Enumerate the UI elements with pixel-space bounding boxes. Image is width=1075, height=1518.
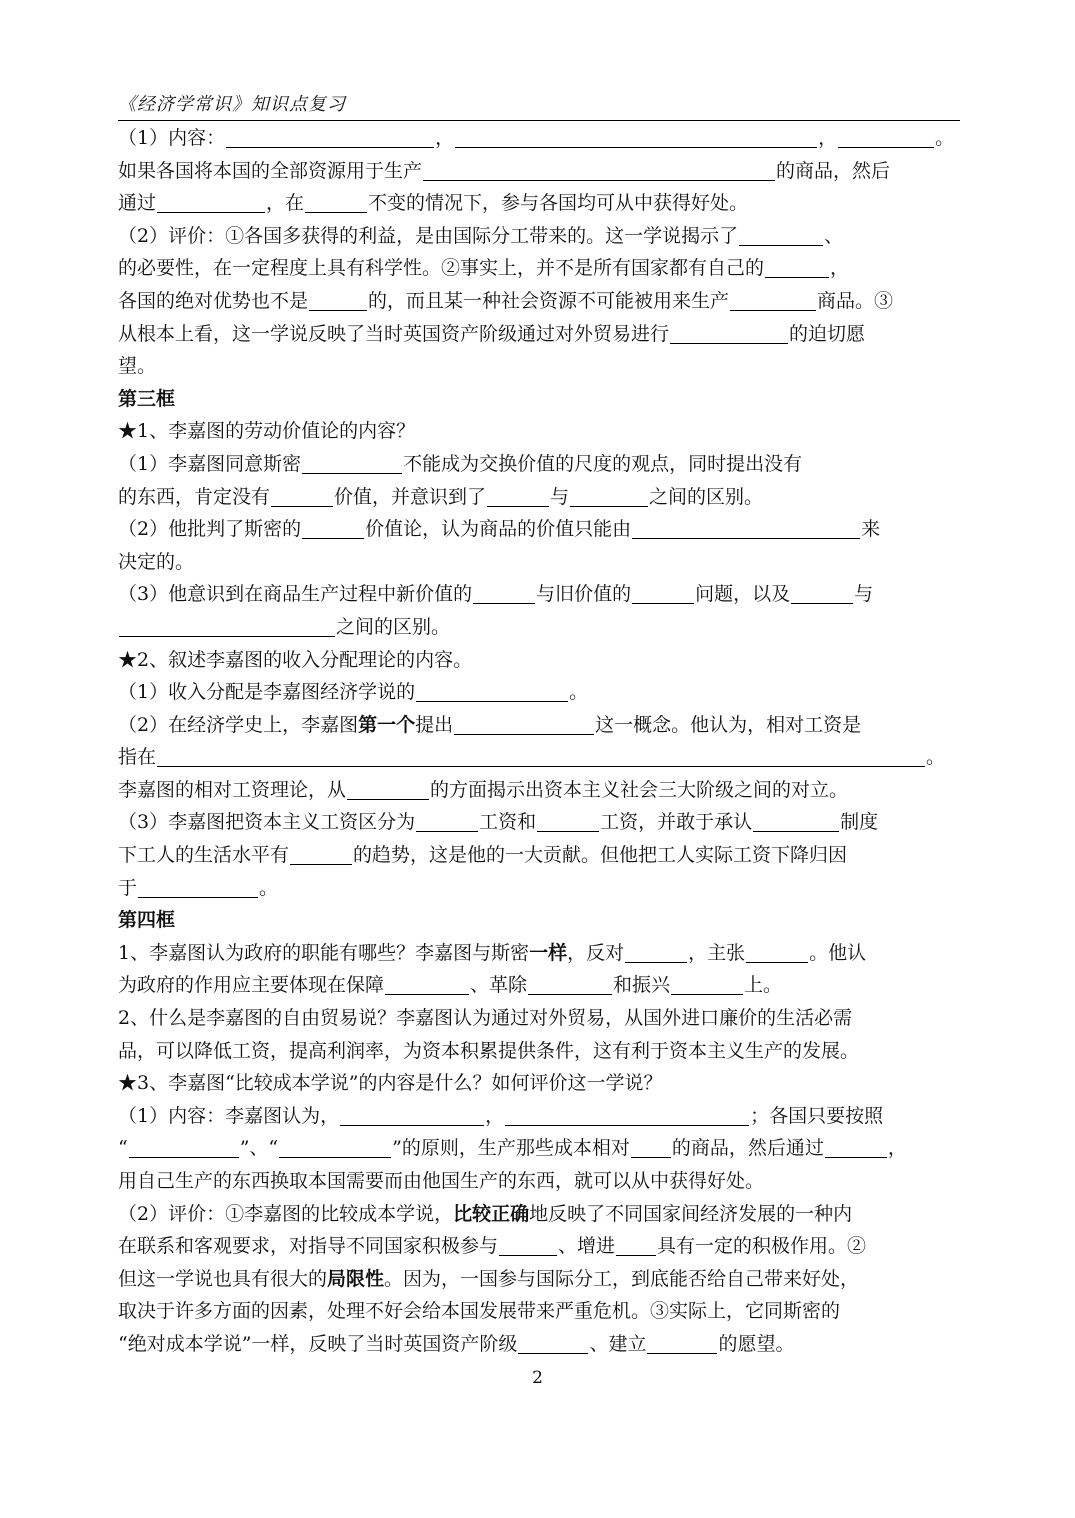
fill-in-blank [129, 1135, 239, 1158]
fill-in-blank [416, 679, 568, 702]
text-segment: 之间的区别。 [336, 615, 451, 638]
text-segment: ★1、李嘉图的劳动价值论的内容？ [118, 420, 416, 443]
text-segment: 取决于许多方面的因素，处理不好会给本国发展带来严重危机。③实际上，它同斯密的 [118, 1300, 841, 1323]
text-segment: 来 [861, 518, 881, 541]
text-line [118, 1165, 968, 1198]
text-segment: 的东西，肯定没有 [118, 485, 271, 508]
text-segment: 第三框 [118, 387, 176, 410]
document-body [118, 122, 968, 1361]
text-segment: ；各国只要按照 [750, 1104, 884, 1127]
fill-in-blank [632, 516, 860, 539]
fill-in-blank [138, 875, 258, 898]
text-segment: 。 [926, 746, 946, 769]
fill-in-blank [746, 940, 808, 963]
fill-in-blank [157, 190, 265, 213]
text-line [118, 513, 968, 546]
text-segment: 工资和 [479, 811, 537, 834]
fill-in-blank [499, 1233, 557, 1256]
text-line [118, 415, 968, 448]
fill-in-blank [347, 777, 429, 800]
text-segment: 。 [259, 876, 279, 899]
text-segment: 通过 [118, 192, 157, 215]
text-segment: （1）李嘉图同意斯密 [118, 452, 302, 475]
text-line [118, 220, 968, 253]
text-segment: 品，可以降低工资，提高利润率，为资本积累提供条件，这有利于资本主义生产的发展。 [118, 1039, 860, 1062]
text-segment: “ [118, 1137, 128, 1160]
fill-in-blank [528, 972, 612, 995]
text-line [118, 318, 968, 351]
text-segment: ， [818, 127, 838, 149]
text-segment: 从根本上看，这一学说反映了当时英国资产阶级通过对外贸易进行 [118, 322, 670, 345]
fill-in-blank [226, 125, 434, 148]
section-heading [118, 383, 968, 416]
text-segment: （2）评价：①李嘉图的比较成本学说， [118, 1202, 454, 1225]
text-segment: 提出 [415, 713, 454, 736]
text-segment: 下工人的生活水平有 [118, 844, 290, 867]
text-line [118, 937, 968, 970]
text-segment: （1）内容：李嘉图认为， [118, 1104, 340, 1127]
text-segment: ”的原则，生产那些成本相对 [392, 1137, 630, 1160]
text-line [118, 1295, 968, 1328]
text-segment: 、 [824, 224, 844, 247]
text-line [118, 546, 968, 579]
text-line [118, 644, 968, 677]
text-segment: 地反映了不同国家间经济发展的一种内 [529, 1202, 853, 1225]
text-segment: （1）内容： [118, 127, 226, 149]
text-segment: 的，而且某一种社会资源不可能被用来生产 [368, 289, 730, 312]
text-line [118, 1230, 968, 1263]
text-segment: 第四框 [118, 909, 176, 932]
text-line [118, 741, 968, 774]
text-segment: 的商品，然后 [776, 159, 891, 182]
page-header-title: 《经济学常识》知识点复习 [118, 94, 346, 115]
emphasis-text: 一样 [529, 941, 568, 964]
text-segment: 为政府的作用应主要体现在保障 [118, 974, 385, 997]
text-segment: 的必要性，在一定程度上具有科学性。②事实上，并不是所有国家都有自己的 [118, 257, 765, 280]
fill-in-blank [791, 581, 853, 604]
text-segment: 不变的情况下，参与各国均可从中获得好处。 [368, 192, 749, 215]
fill-in-blank [625, 940, 687, 963]
text-segment: 与 [550, 485, 570, 508]
text-line [118, 611, 968, 644]
text-segment: 不能成为交换价值的尺度的观点，同时提出没有 [403, 452, 803, 475]
fill-in-blank [825, 1135, 887, 1158]
text-segment: （2）评价：①各国多获得的利益，是由国际分工带来的。这一学说揭示了 [118, 224, 739, 247]
text-segment: 指在 [118, 746, 157, 769]
text-segment: 问题，以及 [695, 583, 791, 606]
text-line [118, 1002, 968, 1035]
text-segment: ，在 [266, 192, 305, 215]
text-segment: （2）在经济学史上，李嘉图 [118, 713, 359, 736]
header-divider [118, 120, 960, 121]
fill-in-blank [157, 744, 925, 767]
text-segment: 。 [935, 127, 955, 149]
text-segment: 的愿望。 [718, 1332, 795, 1355]
text-segment: （3）李嘉图把资本主义工资区分为 [118, 811, 416, 834]
fill-in-blank [302, 516, 364, 539]
fill-in-blank [423, 158, 775, 181]
fill-in-blank [570, 484, 648, 507]
text-line [118, 481, 968, 514]
fill-in-blank [305, 190, 367, 213]
text-line [118, 1035, 968, 1068]
text-segment: ， [435, 127, 455, 149]
text-line [118, 285, 968, 318]
text-line [118, 122, 968, 155]
fill-in-blank [309, 288, 367, 311]
text-line [118, 872, 968, 905]
page-number: 2 [532, 1368, 543, 1388]
text-segment: 的方面揭示出资本主义社会三大阶级之间的对立。 [430, 778, 849, 801]
fill-in-blank [385, 972, 469, 995]
fill-in-blank [455, 125, 817, 148]
fill-in-blank [765, 255, 829, 278]
emphasis-text: 比较正确 [453, 1202, 530, 1225]
text-segment: 如果各国将本国的全部资源用于生产 [118, 159, 423, 182]
text-line [118, 187, 968, 220]
text-segment: ， [830, 257, 850, 280]
fill-in-blank [631, 1135, 671, 1158]
text-segment: （1）收入分配是李嘉图经济学说的 [118, 681, 416, 704]
text-line [118, 448, 968, 481]
text-segment: ， [887, 1137, 907, 1160]
fill-in-blank [537, 809, 599, 832]
text-line [118, 676, 968, 709]
fill-in-blank [302, 451, 402, 474]
text-line [118, 709, 968, 742]
fill-in-blank [279, 1135, 391, 1158]
text-segment: ，主张 [688, 941, 746, 964]
emphasis-text: 第一个 [358, 713, 416, 736]
text-line [118, 969, 968, 1002]
fill-in-blank [119, 614, 335, 637]
text-line [118, 774, 968, 807]
fill-in-blank [730, 288, 816, 311]
text-segment: 制度 [840, 811, 879, 834]
text-segment: 于 [118, 876, 138, 899]
text-segment: 的商品，然后通过 [671, 1137, 824, 1160]
section-heading [118, 904, 968, 937]
text-line [118, 806, 968, 839]
text-segment: 工资，并敢于承认 [600, 811, 753, 834]
text-segment: “绝对成本学说”一样，反映了当时英国资产阶级 [118, 1332, 518, 1355]
text-segment: 李嘉图的相对工资理论，从 [118, 778, 347, 801]
text-segment: 价值，并意识到了 [334, 485, 487, 508]
text-segment: 、建立 [589, 1332, 647, 1355]
fill-in-blank [647, 1331, 717, 1354]
text-line [118, 252, 968, 285]
text-segment: ★2、叙述李嘉图的收入分配理论的内容。 [118, 648, 473, 671]
text-segment: ”、“ [239, 1137, 279, 1160]
text-line [118, 1328, 968, 1361]
fill-in-blank [753, 809, 839, 832]
text-segment: 。因为，一国参与国际分工，到底能否给自己带来好处， [384, 1267, 860, 1290]
text-segment: 价值论，认为商品的价值只能由 [365, 518, 632, 541]
text-segment: 上。 [744, 974, 783, 997]
text-segment: 。他认 [809, 941, 867, 964]
text-segment: 之间的区别。 [649, 485, 764, 508]
text-segment: 在联系和客观要求，对指导不同国家积极参与 [118, 1235, 499, 1258]
text-segment: 和振兴 [613, 974, 671, 997]
fill-in-blank [290, 842, 352, 865]
text-segment: 但这一学说也具有很大的 [118, 1267, 328, 1290]
fill-in-blank [416, 809, 478, 832]
text-line [118, 578, 968, 611]
fill-in-blank [473, 581, 535, 604]
text-segment: 。 [569, 681, 589, 704]
text-segment: 的迫切愿 [789, 322, 866, 345]
text-segment: 、革除 [470, 974, 528, 997]
fill-in-blank [632, 581, 694, 604]
fill-in-blank [340, 1103, 484, 1126]
text-line [118, 1132, 968, 1165]
text-segment: 这一概念。他认为，相对工资是 [595, 713, 862, 736]
text-segment: 与旧价值的 [536, 583, 632, 606]
text-line [118, 155, 968, 188]
fill-in-blank [518, 1331, 588, 1354]
text-segment: 、增进 [558, 1235, 616, 1258]
fill-in-blank [671, 972, 743, 995]
text-line [118, 1100, 968, 1133]
fill-in-blank [505, 1103, 749, 1126]
text-segment: 商品。③ [817, 289, 894, 312]
text-segment: 望。 [118, 355, 157, 378]
text-line [118, 1263, 968, 1296]
text-segment: 与 [854, 583, 874, 606]
fill-in-blank [670, 321, 788, 344]
text-segment: 各国的绝对优势也不是 [118, 289, 309, 312]
fill-in-blank [271, 484, 333, 507]
fill-in-blank [616, 1233, 656, 1256]
text-segment: （2）他批判了斯密的 [118, 518, 302, 541]
text-segment: 用自己生产的东西换取本国需要而由他国生产的东西，就可以从中获得好处。 [118, 1170, 765, 1192]
text-line [118, 1067, 968, 1100]
text-segment: ，反对 [567, 941, 625, 964]
text-line [118, 1198, 968, 1231]
text-segment: 具有一定的积极作用。② [657, 1235, 867, 1258]
text-segment: 2、什么是李嘉图的自由贸易说？李嘉图认为通过对外贸易，从国外进口廉价的生活必需 [118, 1007, 853, 1030]
text-segment: 的趋势，这是他的一大贡献。但他把工人实际工资下降归因 [353, 844, 848, 867]
fill-in-blank [454, 712, 594, 735]
fill-in-blank [487, 484, 549, 507]
emphasis-text: 局限性 [327, 1267, 385, 1290]
text-line [118, 350, 968, 383]
fill-in-blank [838, 125, 934, 148]
text-segment: （3）他意识到在商品生产过程中新价值的 [118, 583, 473, 606]
text-line [118, 839, 968, 872]
text-segment: 决定的。 [118, 550, 195, 573]
text-segment: 1、李嘉图认为政府的职能有哪些？李嘉图与斯密 [118, 941, 530, 964]
text-segment: ， [485, 1104, 505, 1127]
text-segment: ★3、李嘉图“比较成本学说”的内容是什么？如何评价这一学说？ [118, 1072, 663, 1095]
fill-in-blank [739, 223, 823, 246]
